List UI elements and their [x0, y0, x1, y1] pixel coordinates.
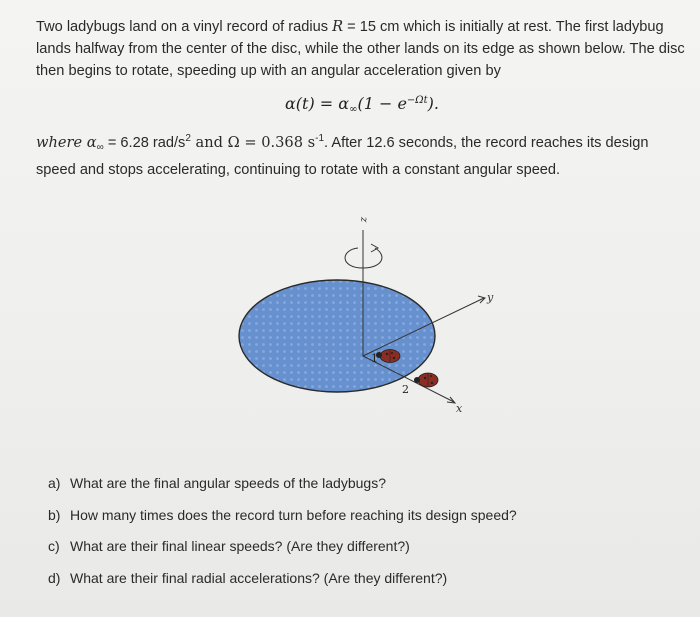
question-letter: d) [48, 569, 61, 586]
params-text-b: = 6.28 rad/s [103, 135, 186, 151]
params-text-c: and Ω = 0.368 s [190, 134, 316, 151]
question-text: How many times does the record turn before reaching its design speed? [70, 506, 517, 523]
params-superscript-2: 2 [185, 133, 191, 144]
equation-end: ). [427, 94, 439, 113]
problem-parameters [36, 128, 692, 181]
intro-text-a: Two ladybugs land on a vinyl record of radius [36, 19, 333, 35]
question-item [48, 474, 517, 506]
radius-symbol: R [332, 18, 344, 35]
question-text: What are their final radial accelerations? (Are they different?) [70, 569, 448, 586]
question-list [48, 474, 517, 600]
problem-intro [36, 16, 692, 82]
equation-exponent: −Ωt [406, 95, 428, 106]
intro-text-b: = 15 cm which is initially at rest. The first ladybug lands halfway from the center of the disc, while the other lands on its edge as shown below. The disc then begins to rotate, speeding up with an angular acceleration given by [36, 19, 685, 79]
question-item [48, 569, 517, 601]
record-diagram [232, 208, 504, 416]
question-letter: a) [48, 475, 61, 491]
params-text-d: . After 12.6 seconds, the record reaches its design speed and stops accelerating, continuing to rotate with a constant angular speed. [36, 135, 649, 178]
params-text-a: where α [36, 134, 97, 151]
question-item [48, 506, 517, 538]
equation-middle: (1 − e [357, 94, 407, 113]
ladybug-1-label: 1 [371, 352, 378, 365]
ladybug-2-icon [414, 373, 438, 387]
question-text: What are their final linear speeds? (Are they different?) [70, 538, 410, 554]
question-item [48, 537, 517, 569]
params-subscript: ∞ [96, 142, 104, 153]
axis-y-label: y [487, 291, 494, 304]
angular-acceleration-equation [285, 94, 439, 115]
question-text: What are the final angular speeds of the ladybugs? [70, 475, 386, 491]
params-superscript-minus1: -1 [315, 133, 325, 144]
equation-subscript: ∞ [349, 104, 358, 115]
ladybug-2-label: 2 [402, 383, 409, 396]
axis-x-label: x [456, 402, 463, 415]
question-letter: c) [48, 538, 60, 554]
axis-z-label: z [358, 217, 369, 223]
rotation-arrow-icon [345, 248, 382, 268]
equation-lhs: α(t) = α [285, 94, 350, 113]
question-letter: b) [48, 506, 61, 523]
